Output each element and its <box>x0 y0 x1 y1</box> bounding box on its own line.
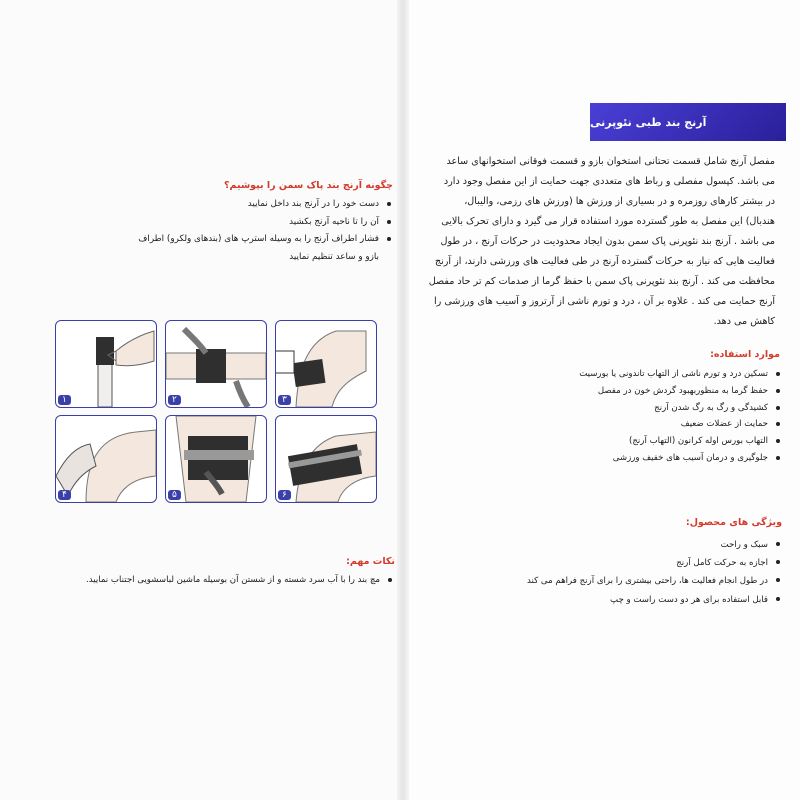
step-number: ۲ <box>168 395 181 405</box>
how-to-list <box>130 196 393 266</box>
page-fold <box>397 0 409 800</box>
intro-line: فعالیت هایی که نیاز به حرکات گسترده آرنج در طی فعالیت های ورزشی دارند، از آرنج <box>434 256 775 267</box>
list-item: کشیدگی و رگ به رگ شدن آرنج <box>560 400 782 417</box>
elbow-sleeve-illustration <box>56 416 156 502</box>
step-number: ۱ <box>58 395 71 405</box>
fitted-brace-illustration <box>276 416 376 502</box>
intro-line: می باشد . آرنج بند نئوپرنی پاک سمن بدون ایجاد محدودیت در حرکات آرنج ، در طول <box>440 236 775 247</box>
list-item: قابل استفاده برای هر دو دست راست و چپ <box>540 591 782 609</box>
step-panel-2 <box>165 320 267 408</box>
list-item: حفظ گرما به منظوربهبود گردش خون در مفصل <box>560 383 782 400</box>
tightening-strap-illustration <box>166 416 266 502</box>
step-panel-5 <box>165 415 267 503</box>
intro-line: مفصل آرنج شامل قسمت تحتانی استخوان بازو و قسمت فوقانی استخوانهای ساعد <box>446 156 775 167</box>
step-panel-4 <box>55 415 157 503</box>
title-banner <box>590 103 786 141</box>
brace-on-elbow-illustration <box>276 321 376 407</box>
list-item: آن را تا ناحیه آرنج بکشید <box>130 214 393 232</box>
hand-inserting-brace-illustration <box>56 321 156 407</box>
features-heading: ویژگی های محصول: <box>685 517 782 528</box>
intro-paragraph <box>400 152 775 332</box>
step-number: ۶ <box>278 490 291 500</box>
list-item: مچ بند را با آب سرد شسته و از شستن آن بوسیله ماشین لباسشویی اجتناب نمایید. <box>120 572 394 588</box>
step-panel-1 <box>55 320 157 408</box>
intro-line: در بیشتر کارهای روزمره و در بسیاری از ورزش ها (ورزش های رزمی، والیبال، <box>464 196 775 207</box>
list-item: حمایت از عضلات ضعیف <box>560 416 782 433</box>
list-item: اجازه به حرکت کامل آرنج <box>540 554 782 572</box>
intro-line: کاهش می دهد. <box>713 316 775 327</box>
list-item: جلوگیری و درمان آسیب های خفیف ورزشی <box>560 450 782 467</box>
list-item: فشار اطراف آرنج را به وسیله استرپ های (بندهای ولکرو) اطراف بازو و ساعد تنظیم نمایید <box>130 231 393 266</box>
intro-line: آرنج حمایت می کند . علاوه بر آن ، درد و تورم ناشی از آرتروز و آسیب های ورزشی را <box>434 296 775 307</box>
notes-heading: نکات مهم: <box>346 556 395 567</box>
step-number: ۳ <box>278 395 291 405</box>
intro-line: هندبال) این مفصل به طور گسترده مورد استفاده قرار می گیرد و دارای تحرک بالایی <box>441 216 775 227</box>
list-item: سبک و راحت <box>540 536 782 554</box>
step-panel-6 <box>275 415 377 503</box>
list-item: در طول انجام فعالیت ها، راحتی بیشتری را برای آرنج فراهم می کند <box>540 572 782 590</box>
intro-line: می باشد. کپسول مفصلی و رباط های متعددی جهت حمایت از این مفصل وجود دارد <box>443 176 775 187</box>
list-item: التهاب بورس اوله کرانون (التهاب آرنج) <box>560 433 782 450</box>
uses-list <box>560 366 782 467</box>
step-number: ۴ <box>58 490 71 500</box>
step-panel-3 <box>275 320 377 408</box>
how-to-heading: چگونه آرنج بند پاک سمن را بپوشیم؟ <box>223 180 393 191</box>
notes-list <box>85 572 394 588</box>
uses-heading: موارد استفاده: <box>710 349 780 360</box>
list-item: تسکین درد و تورم ناشی از التهاب تاندونی یا بورسیت <box>560 366 782 383</box>
page-title: آرنج بند طبی نئوپرنی <box>590 115 707 129</box>
features-list <box>526 536 782 609</box>
list-item: دست خود را در آرنج بند داخل نمایید <box>130 196 393 214</box>
intro-line: محافظت می کند . آرنج بند نئوپرنی پاک سمن با حفظ گرما از صدمات کم تر حاد مفصل <box>428 276 775 287</box>
pulling-brace-up-illustration <box>166 321 266 407</box>
step-number: ۵ <box>168 490 181 500</box>
